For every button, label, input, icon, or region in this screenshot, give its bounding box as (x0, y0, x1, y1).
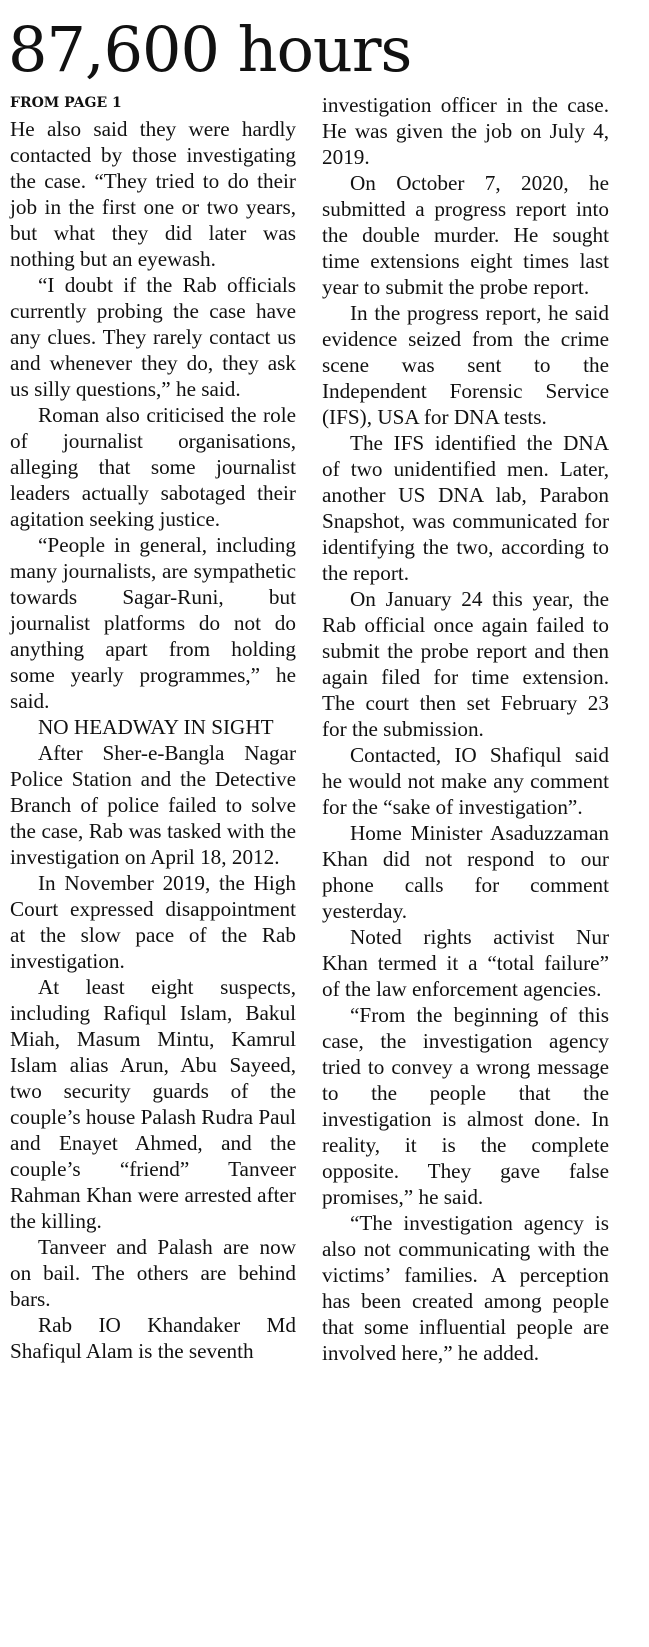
paragraph: After Sher-e-Bangla Nagar Police Station and the Detective Branch of police failed to solve the case, Rab was tasked with the investigation on April 18, 2012. (10, 741, 296, 869)
article-column-left (10, 116, 296, 1364)
headline: 87,600 hours (8, 13, 412, 86)
paragraph: “From the beginning of this case, the investigation agency tried to convey a wrong message to the people that the investigation is almost done. In reality, it is the complete opposite. They gave false promises,” he said. (322, 1003, 609, 1209)
paragraph: “I doubt if the Rab officials currently probing the case have any clues. They rarely contact us and whenever they do, they ask us silly questions,” he said. (10, 273, 296, 401)
subheading: NO HEADWAY IN SIGHT (38, 715, 274, 739)
paragraph: Tanveer and Palash are now on bail. The others are behind bars. (10, 1235, 296, 1311)
paragraph: Noted rights activist Nur Khan termed it a “total failure” of the law enforcement agencies. (322, 925, 609, 1001)
paragraph: He also said they were hardly contacted by those investigating the case. “They tried to do their job in the first one or two years, but what they did later was nothing but an eyewash. (10, 117, 296, 271)
paragraph: Home Minister Asaduzzaman Khan did not respond to our phone calls for comment yesterday. (322, 821, 609, 923)
paragraph: On January 24 this year, the Rab official once again failed to submit the probe report and then again filed for time extension. The court then set February 23 for the submission. (322, 587, 609, 741)
paragraph: The IFS identified the DNA of two unidentified men. Later, another US DNA lab, Parabon Snapshot, was communicated for identifying the two, according to the report. (322, 431, 609, 585)
paragraph: investigation officer in the case. He was given the job on July 4, 2019. (322, 93, 609, 169)
paragraph: On October 7, 2020, he submitted a progress report into the double murder. He sought time extensions eight times last year to submit the probe report. (322, 171, 609, 299)
paragraph: Rab IO Khandaker Md Shafiqul Alam is the seventh (10, 1313, 296, 1363)
paragraph: “People in general, including many journalists, are sympathetic towards Sagar-Runi, but journalist platforms do not do anything apart from holding some yearly programmes,” he said. (10, 533, 296, 713)
paragraph: In the progress report, he said evidence seized from the crime scene was sent to the Independent Forensic Service (IFS), USA for DNA tests. (322, 301, 609, 429)
paragraph: Roman also criticised the role of journalist organisations, alleging that some journalist leaders actually sabotaged their agitation seeking justice. (10, 403, 296, 531)
paragraph: In November 2019, the High Court expressed disappointment at the slow pace of the Rab investigation. (10, 871, 296, 973)
paragraph: Contacted, IO Shafiqul said he would not make any comment for the “sake of investigation”. (322, 743, 609, 819)
from-page-kicker: FROM PAGE 1 (10, 95, 122, 111)
paragraph: “The investigation agency is also not communicating with the victims’ families. A perception has been created among people that some influential people are involved here,” he added. (322, 1211, 609, 1365)
article-column-right (322, 92, 609, 1366)
paragraph: At least eight suspects, including Rafiqul Islam, Bakul Miah, Masum Mintu, Kamrul Islam alias Arun, Abu Sayeed, two security guards of the couple’s house Palash Rudra Paul and Enayet Ahmed, and the couple’s “friend” Tanveer Rahman Khan were arrested after the killing. (10, 975, 296, 1233)
